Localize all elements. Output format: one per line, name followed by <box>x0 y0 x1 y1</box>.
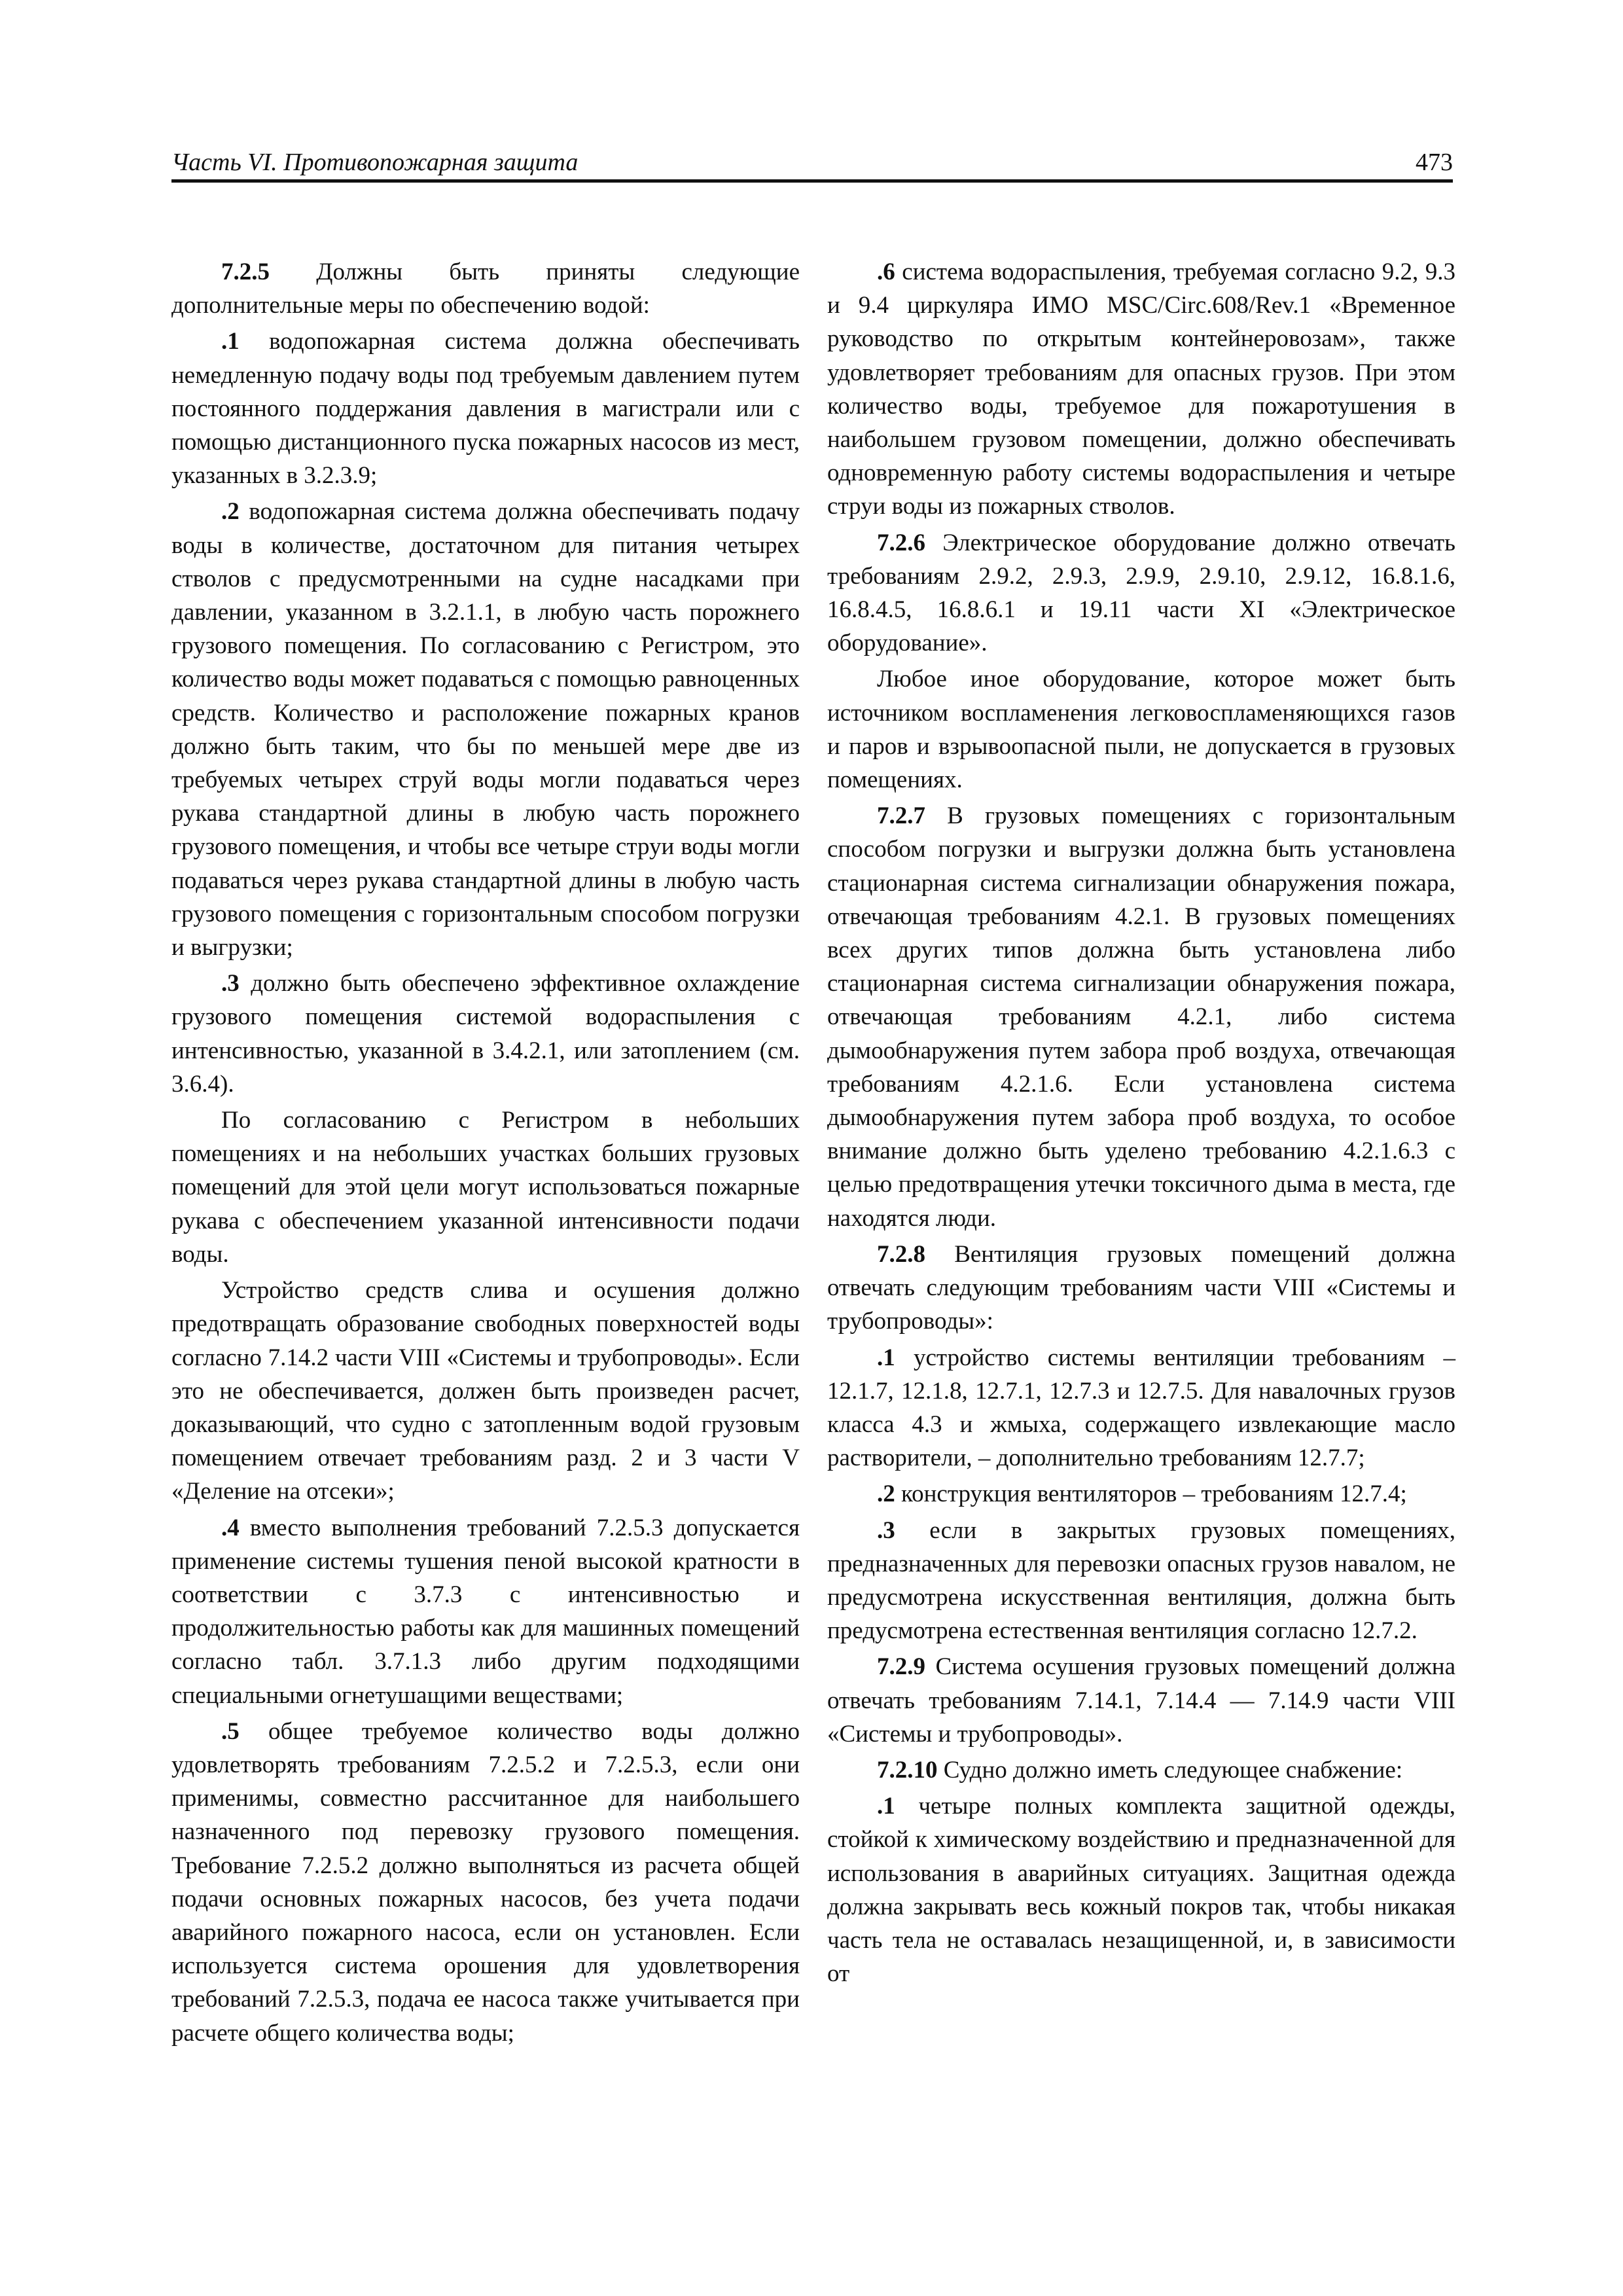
paragraph-text: устройство системы вентиляции требованиям – 12.1.7, 12.1.8, 12.7.1, 12.7.3 и 12.7.5. Для навалочных грузов класса 4.3 и жмыха, содержащего извлекающие масло растворители, – дополнительно требованиям 12.7.7; <box>827 1344 1455 1472</box>
clause-number: 7.2.6 <box>877 529 925 556</box>
paragraph <box>827 255 1455 524</box>
paragraph-text: общее требуемое количество воды должно удовлетворять требованиям 7.2.5.2 и 7.2.5.3, если они применимы, совместно рассчитанное для наибольшего назначенного под перевозку грузового помещения. Требование 7.2.5.2 должно выполняться из расчета общей подачи основных пожарных насосов, без учета подачи аварийного пожарного насоса, если он установлен. Если используется система орошения для удовлетворения требований 7.2.5.3, подача ее насоса также учитывается при расчете общего количества воды; <box>171 1717 800 2047</box>
paragraph <box>827 662 1455 797</box>
paragraph <box>827 1650 1455 1751</box>
paragraph <box>171 255 800 322</box>
paragraph-text: Система осушения грузовых помещений должна отвечать требованиям 7.14.1, 7.14.4 — 7.14.9 части VIII «Системы и трубопроводы». <box>827 1653 1455 1748</box>
paragraph <box>171 1103 800 1271</box>
paragraph-text: должно быть обеспечено эффективное охлаждение грузового помещения системой водораспыления с интенсивностью, указанной в 3.4.2.1, или затоплением (см. 3.6.4). <box>171 970 800 1098</box>
paragraph-text: конструкция вентиляторов – требованиям 12.7.4; <box>895 1480 1407 1508</box>
clause-number: .5 <box>221 1717 240 1745</box>
paragraph <box>827 1477 1455 1511</box>
paragraph-text: Устройство средств слива и осушения должно предотвращать образование свободных поверхностей воды согласно 7.14.2 части VIII «Системы и трубопроводы». Если это не обеспечивается, должен быть произведен расчет, доказывающий, что судно с затопленным водой грузовым помещением отвечает требованиям разд. 2 и 3 части V «Деление на отсеки»; <box>171 1277 800 1505</box>
clause-number: .3 <box>221 970 240 997</box>
left-column <box>171 255 800 2053</box>
paragraph-text: если в закрытых грузовых помещениях, предназначенных для перевозки опасных грузов навалом, не предусмотрена искусственная вентиляция, должна быть предусмотрена естественная вентиляция согласно 12.7.2. <box>827 1516 1455 1645</box>
clause-number: .4 <box>221 1514 240 1541</box>
paragraph <box>827 1341 1455 1475</box>
running-header <box>171 143 1453 183</box>
paragraph <box>171 1274 800 1508</box>
paragraph-text: Должны быть приняты следующие дополнительные меры по обеспечению водой: <box>171 259 800 319</box>
clause-number: .6 <box>877 259 895 285</box>
paragraph <box>827 526 1455 660</box>
paragraph-text: водопожарная система должна обеспечивать немедленную подачу воды под требуемым давлением путем постоянного поддержания давления в магистрали или с помощью дистанционного пуска пожарных насосов из мест, указанных в 3.2.3.9; <box>171 328 800 490</box>
clause-number: .1 <box>221 328 240 355</box>
paragraph <box>171 1511 800 1712</box>
right-column <box>827 255 1455 1993</box>
clause-number: 7.2.8 <box>877 1240 925 1268</box>
paragraph <box>827 1514 1455 1648</box>
clause-number: 7.2.9 <box>877 1653 925 1681</box>
clause-number: .3 <box>877 1516 895 1544</box>
page-number: 473 <box>1416 149 1453 176</box>
clause-number: .1 <box>877 1344 895 1371</box>
paragraph <box>171 495 800 964</box>
paragraph <box>827 799 1455 1235</box>
paragraph-text: Вентиляция грузовых помещений должна отвечать следующим требованиям части VIII «Системы и трубопроводы»: <box>827 1240 1455 1335</box>
paragraph <box>827 1238 1455 1338</box>
paragraph-text: четыре полных комплекта защитной одежды, стойкой к химическому воздействию и предназначенной для использования в аварийных ситуациях. Защитная одежда должна закрывать весь кожный покров так, чтобы никакая часть тела не оставалась незащищенной, и, в зависимости от <box>827 1793 1455 1988</box>
paragraph <box>171 967 800 1101</box>
paragraph-text: По согласованию с Регистром в небольших помещениях и на небольших участках больших грузовых помещений для этой цели могут использоваться пожарные рукава с обеспечением указанной интенсивности подачи воды. <box>171 1107 800 1268</box>
paragraph-text: водопожарная система должна обеспечивать подачу воды в количестве, достаточном для питания четырех стволов с предусмотренными на судне насадками при давлении, указанном в 3.2.1.1, в любую часть порожнего грузового помещения. По согласованию с Регистром, это количество воды может подаваться с помощью равноценных средств. Количество и расположение пожарных кранов должно быть таким, что бы по меньшей мере две из требуемых четырех струй воды могли подаваться через рукава стандартной длины в любую часть порожнего грузового помещения, и чтобы все четыре струи воды могли подаваться через рукава стандартной длины в любую часть грузового помещения с горизонтальным способом погрузки и выгрузки; <box>171 498 800 961</box>
paragraph <box>827 1789 1455 1990</box>
clause-number: .2 <box>221 498 240 526</box>
clause-number: .1 <box>877 1793 895 1820</box>
paragraph <box>827 1753 1455 1787</box>
paragraph-text: вместо выполнения требований 7.2.5.3 допускается применение системы тушения пеной высокой кратности в соответствии с 3.7.3 с интенсивностью и продолжительностью работы как для машинных помещений согласно табл. 3.7.1.3 либо другим подходящими специальными огнетушащими веществами; <box>171 1514 800 1709</box>
paragraph-text: Электрическое оборудование должно отвечать требованиям 2.9.2, 2.9.3, 2.9.9, 2.9.10, 2.9.12, 16.8.1.6, 16.8.4.5, 16.8.6.1 и 19.11 части XI «Электрическое оборудование». <box>827 529 1455 657</box>
clause-number: 7.2.7 <box>877 802 925 830</box>
paragraph-text: Любое иное оборудование, которое может быть источником воспламенения легковоспламеняющихся газов и паров и взрывоопасной пыли, не допускается в грузовых помещениях. <box>827 666 1455 794</box>
paragraph-text: система водораспыления, требуемая согласно 9.2, 9.3 и 9.4 циркуляра ИМО MSC/Circ.608/Rev.1 «Временное руководство по открытым контейнеровозам», также удовлетворяет требованиям для опасных грузов. При этом количество воды, требуемое для пожаротушения в наибольшем грузовом помещении, должно обеспечивать одновременную работу системы водораспыления и четыре струи воды из пожарных стволов. <box>827 259 1455 520</box>
clause-number: 7.2.10 <box>877 1756 938 1784</box>
clause-number: 7.2.5 <box>221 259 270 285</box>
header-title: Часть VI. Противопожарная защита <box>171 149 579 176</box>
clause-number: .2 <box>877 1480 895 1508</box>
paragraph-text: Судно должно иметь следующее снабжение: <box>937 1756 1403 1784</box>
paragraph-text: В грузовых помещениях с горизонтальным способом погрузки и выгрузки должна быть установлена стационарная система сигнализации обнаружения пожара, отвечающая требованиям 4.2.1. В грузовых помещениях всех других типов должна быть установлена либо стационарная система сигнализации обнаружения пожара, отвечающая требованиям 4.2.1, либо система дымообнаружения путем забора проб воздуха, отвечающая требованиям 4.2.1.6. Если установлена система дымообнаружения путем забора проб воздуха, то особое внимание должно быть уделено требованию 4.2.1.6.3 с целью предотвращения утечки токсичного дыма в места, где находятся люди. <box>827 802 1455 1232</box>
paragraph <box>171 325 800 492</box>
paragraph <box>171 1715 800 2050</box>
